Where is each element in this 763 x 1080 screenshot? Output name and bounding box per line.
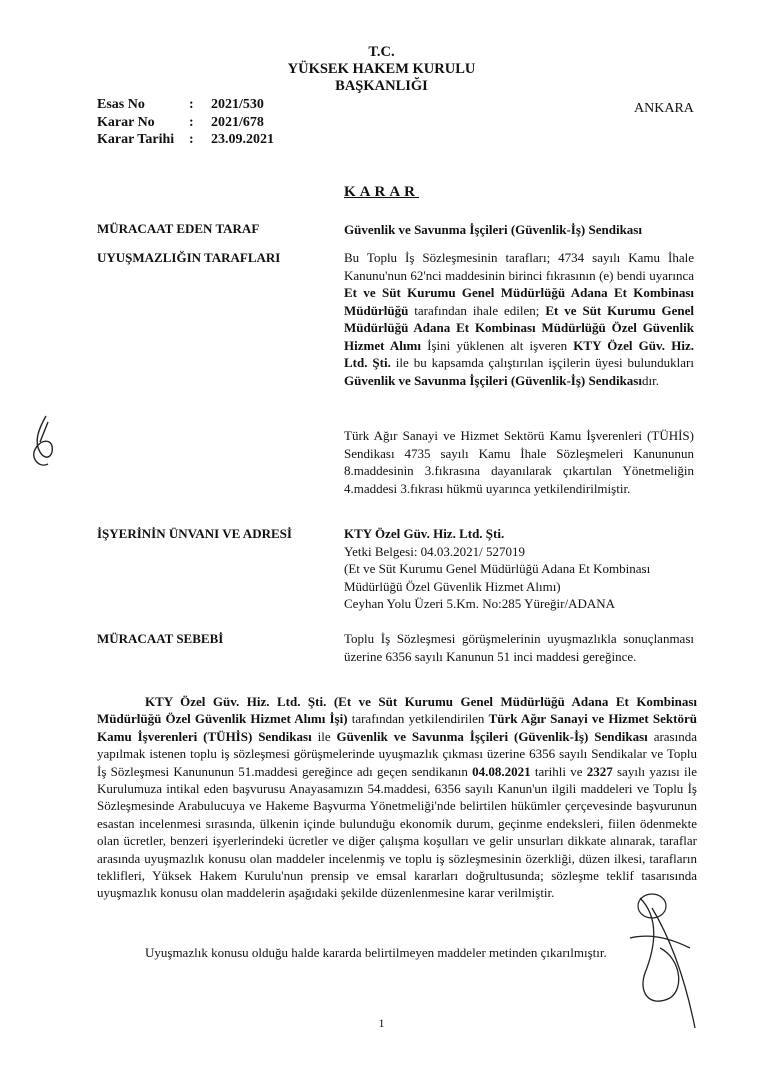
parties-union: Güvenlik ve Savunma İşçileri (Güvenlik-İş) Sendikası xyxy=(344,372,642,388)
body-text-1: tarafından yetkilendirilen xyxy=(347,711,489,727)
body-text-3: arasında yapılmak istenen toplu iş sözleşmesi görüşmelerinde uyuşmazlık çıkması üzerine 6356 sayılı Sendikalar ve Toplu İş Sözleşmesi Kanununun 51.maddesi gereğince adı geçen sendikanın xyxy=(97,728,698,779)
body-date: 04.08.2021 xyxy=(472,763,531,779)
body-text-5: sayılı yazısı ile Kurulumuza intikal eden başvurusu Anayasamızın 54.maddesi, 6356 sayılı Kanun'un ilgili maddeleri ve Toplu İş Sözleşmesinde Arabulucuya ve Hakeme Başvurma Yönetmeliği'nde belirtilen hükümler çerçevesinde başvurunun esastan incelenmesi sırasında, ülkenin içinde bulunduğu ekonomik durum, geçinme endeksleri, fiilen ödenmekte olan ücretler, benzeri işyerlerindeki ücretler ve diğer çalışma koşulları ve gelir unsurları dikkate alınarak, taraflar arasında uyuşmazlık konusu olan maddeler incelenmiş ve toplu iş sözleşmesinin özerkliği, düzen ilkesi, tarafların teklifleri, Yüksek Hakem Kurulu'nun prensip ve emsal kararları doğrultusunda; sözleşme teklif tasarısında uyuşmazlık konusu olan maddelerin aşağıdaki şekilde düzenlenmesine karar verilmiştir. xyxy=(97,763,697,901)
workplace-authority: Yetki Belgesi: 04.03.2021/ 527019 xyxy=(344,543,526,559)
body-text-4: tarihli ve xyxy=(530,763,587,779)
body-tuhis: Türk Ağır Sanayi ve Hizmet Sektörü Kamu İşverenleri (TÜHİS) Sendikası xyxy=(97,711,697,744)
karar-colon: : xyxy=(189,114,194,130)
header-line-kurul: YÜKSEK HAKEM KURULU xyxy=(287,61,476,77)
workplace-block xyxy=(344,525,694,613)
workplace-name: KTY Özel Güv. Hiz. Ltd. Şti. xyxy=(344,526,505,541)
tarih-colon: : xyxy=(189,132,194,147)
removal-note: Uyuşmazlık konusu olduğu halde kararda belirtilmeyen maddeler metinden çıkarılmıştır. xyxy=(145,945,607,960)
header-line-tc: T.C. xyxy=(368,44,395,60)
tarih-label: Karar Tarihi xyxy=(97,132,175,147)
esas-value: 2021/530 xyxy=(211,97,264,112)
parties-text-i: dır. xyxy=(641,372,659,388)
parties-institution: Et ve Süt Kurumu Genel Müdürlüğü Adana Et Kombinası Müdürlüğü xyxy=(344,285,694,318)
parties-text-g: ile bu kapsamda çalıştırılan işçilerin üyesi bulundukları xyxy=(390,355,694,370)
page-number: 1 xyxy=(378,1016,385,1030)
body-service: (Et ve Süt Kurumu Genel Müdürlüğü Adana Et Kombinası Müdürlüğü Özel Güvenlik Hizmet Alımı İşi) xyxy=(97,694,698,727)
document-title: KARAR xyxy=(344,184,419,200)
parties-label: UYUŞMAZLIĞIN TARAFLARI xyxy=(97,250,281,265)
case-meta xyxy=(97,96,274,149)
body-number: 2327 xyxy=(586,763,613,779)
applicant-label: MÜRACAAT EDEN TARAF xyxy=(97,221,260,236)
tarih-value: 23.09.2021 xyxy=(211,132,274,147)
reason-label: MÜRACAAT SEBEBİ xyxy=(97,631,224,646)
parties-text-a: Bu Toplu İş Sözleşmesinin tarafları; 4734 sayılı Kamu İhale Kanunu'nun 62'nci maddesinin birinci fıkrasının (e) bendi uyarınca xyxy=(344,250,694,283)
body-text-2: ile xyxy=(311,728,337,744)
workplace-address: Ceyhan Yolu Üzeri 5.Km. No:285 Yüreğir/ADANA xyxy=(344,596,616,611)
margin-signature xyxy=(26,412,66,472)
header-line-baskanlik: BAŞKANLIĞI xyxy=(335,78,428,94)
karar-value: 2021/678 xyxy=(211,114,264,130)
city-name: ANKARA xyxy=(634,101,694,116)
workplace-service: (Et ve Süt Kurumu Genel Müdürlüğü Adana Et Kombinası Müdürlüğü Özel Güvenlik Hizmet Alımı) xyxy=(344,561,651,594)
applicant-value: Güvenlik ve Savunma İşçileri (Güvenlik-İş) Sendikası xyxy=(344,222,642,237)
parties-text-c: tarafından ihale edilen; xyxy=(408,302,546,318)
body-union: Güvenlik ve Savunma İşçileri (Güvenlik-İş) Sendikası xyxy=(336,728,648,744)
parties-paragraph-2: Türk Ağır Sanayi ve Hizmet Sektörü Kamu İşverenleri (TÜHİS) Sendikası 4735 sayılı Kamu İhale Sözleşmeleri Kanununun 8.maddesinin 3.fıkrasına dayanılarak çıkartılan Yönetmeliğin 4.maddesi 3.fıkrası hükmü uyarınca yetkilendirilmiştir. xyxy=(344,428,694,496)
parties-paragraph-1 xyxy=(344,249,694,389)
workplace-label: İŞYERİNİN ÜNVANI VE ADRESİ xyxy=(97,526,292,541)
reason-value: Toplu İş Sözleşmesi görüşmelerinin uyuşmazlıkla sonuçlanması üzerine 6356 sayılı Kanunun 51 inci maddesi gereğince. xyxy=(344,631,694,664)
esas-colon: : xyxy=(189,97,194,112)
parties-service: Et ve Süt Kurumu Genel Müdürlüğü Adana Et Kombinası Müdürlüğü Özel Güvenlik Hizmet Alımı xyxy=(344,302,694,353)
tarih-row xyxy=(97,131,274,149)
esas-row xyxy=(97,96,274,114)
decision-body xyxy=(97,693,697,902)
institution-header xyxy=(0,44,763,95)
karar-row xyxy=(97,114,274,132)
parties-text-e: İşini yüklenen alt işveren xyxy=(420,337,574,353)
body-employer: KTY Özel Güv. Hiz. Ltd. Şti. xyxy=(145,694,327,709)
karar-label: Karar No xyxy=(97,114,155,130)
esas-label: Esas No xyxy=(97,97,145,112)
parties-employer: KTY Özel Güv. Hiz. Ltd. Şti. xyxy=(344,337,694,370)
